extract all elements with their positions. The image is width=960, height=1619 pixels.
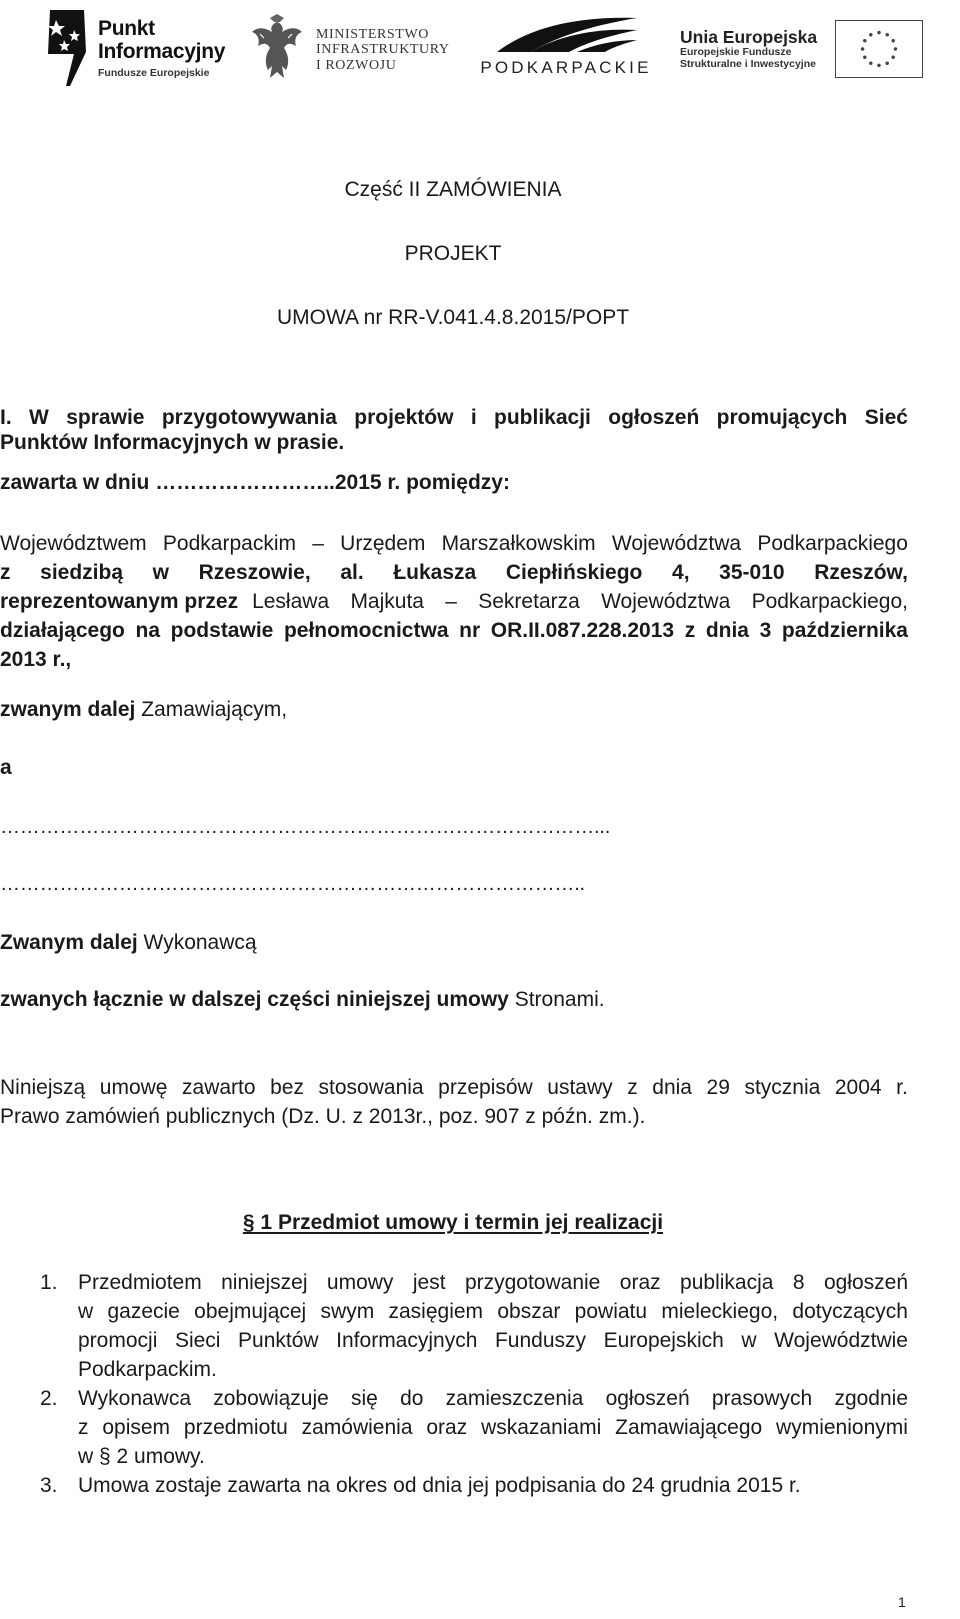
word: 4,: [672, 561, 690, 584]
legal-basis-line-1: [0, 1073, 908, 1102]
word: umowy: [326, 1271, 394, 1294]
word: w: [78, 1300, 94, 1323]
word: 35-010: [719, 561, 785, 584]
word: przepisów: [438, 1076, 533, 1099]
word: powiatu: [574, 1300, 648, 1323]
item3-number: 3.: [40, 1474, 58, 1497]
logo-bar: [0, 0, 960, 100]
item2-number: 2.: [40, 1387, 58, 1410]
eu-logo-line2: Strukturalne i Inwestycyjne: [680, 57, 816, 70]
concluded-line: [0, 468, 510, 497]
subject-line-2: Punktów Informacyjnych w prasie.: [0, 431, 345, 454]
word: swym: [320, 1300, 375, 1323]
eu-logo-line1: Europejskie Fundusze: [680, 46, 792, 59]
eu-logo-title: Unia Europejska: [680, 26, 818, 47]
item3-line-1-text: Umowa zostaje zawarta na okres od dnia jej podpisania do 24 grudnia 2015 r.: [78, 1474, 801, 1497]
punkt-logo-line2: Informacyjny: [98, 39, 226, 63]
eu-logo: [680, 18, 923, 80]
word: sprawie: [66, 406, 145, 429]
party1-called: [0, 695, 287, 724]
word: dnia: [705, 619, 749, 642]
concluded-between: pomiędzy:: [400, 471, 510, 494]
ministry-logo-line2: INFRASTRUKTURY: [316, 42, 450, 58]
party2-placeholder-2: ……………………………………………………………………………..: [0, 873, 585, 895]
word: nr: [459, 619, 481, 642]
word: Podkarpackim: [162, 532, 296, 555]
word: pełnomocnictwa: [283, 619, 449, 642]
word: Marszałkowskim: [441, 532, 596, 555]
word: al.: [340, 561, 364, 584]
eu-star-icon: [861, 47, 864, 50]
word: Majkuta: [350, 590, 424, 613]
word: dotyczących: [792, 1300, 908, 1323]
word: października: [781, 619, 908, 642]
word: stosowania: [318, 1076, 424, 1099]
eu-star-icon: [863, 55, 866, 58]
word: w: [152, 561, 169, 584]
word: ustawy: [547, 1076, 613, 1099]
word: zamieszczenia: [445, 1387, 584, 1410]
word: 3: [759, 619, 772, 642]
party2-called: [0, 928, 257, 957]
party1-line-5: 2013 r.,: [0, 648, 72, 671]
item1-line-4-text: Podkarpackim.: [78, 1358, 217, 1381]
word: Województwie: [774, 1329, 908, 1352]
word: promocji: [78, 1329, 158, 1352]
word: obszar: [497, 1300, 561, 1323]
word: wymienionymi: [776, 1416, 908, 1439]
item1-line-1: [78, 1268, 908, 1297]
item2-line-2: [78, 1413, 908, 1442]
eu-star-icon: [869, 33, 872, 36]
word: projektów: [354, 406, 454, 429]
word: Województwa: [611, 532, 742, 555]
word: prasowych: [711, 1387, 813, 1410]
word: na: [135, 619, 161, 642]
punkt-logo-line3: Fundusze Europejskie: [98, 66, 210, 79]
item3-line-1: [78, 1471, 908, 1500]
part-title: Część II ZAMÓWIENIA: [344, 178, 562, 201]
word: mieleckiego,: [661, 1300, 779, 1323]
word: Informacyjnych: [336, 1329, 478, 1352]
word: W: [29, 406, 49, 429]
word: I.: [0, 406, 12, 429]
word: opisem: [102, 1416, 171, 1439]
concluded-date: zawarta w dniu ……………………..2015 r.: [0, 471, 401, 494]
word: zasięgiem: [388, 1300, 484, 1323]
word: Województwa: [601, 590, 731, 613]
word: obejmującej: [194, 1300, 307, 1323]
section1-heading: § 1 Przedmiot umowy i termin jej realizacji: [242, 1211, 664, 1234]
word: Podkarpackiego,: [751, 590, 908, 613]
party2-placeholder-1: ………………………………………………………………………………...: [0, 816, 611, 838]
word: Punktów: [238, 1329, 319, 1352]
word: Województwem: [0, 532, 147, 555]
word: Sieci: [174, 1329, 221, 1352]
word: z: [627, 1076, 638, 1099]
project-label: PROJEKT: [404, 242, 502, 265]
eu-star-icon: [877, 64, 880, 67]
podkarpackie-logo: [476, 16, 656, 78]
word: zgodnie: [834, 1387, 908, 1410]
word: dnia: [652, 1076, 692, 1099]
eu-star-icon: [894, 47, 897, 50]
party1-line-3: [0, 587, 908, 616]
word: Rzeszowie,: [198, 561, 311, 584]
word: –: [445, 590, 457, 613]
word: Wykonawca: [78, 1387, 192, 1410]
word: ogłoszeń: [605, 1387, 690, 1410]
word: do: [400, 1387, 424, 1410]
eu-star-icon: [877, 31, 880, 34]
word: Podkarpackiego: [757, 532, 908, 555]
word: promujących: [716, 406, 848, 429]
eu-star-icon: [869, 61, 872, 64]
word: zawarto: [182, 1076, 256, 1099]
word: oraz: [619, 1271, 661, 1294]
word: przygotowywania: [161, 406, 337, 429]
word: z: [684, 619, 696, 642]
item1-line-4: [78, 1355, 908, 1384]
party1-represented-by: reprezentowanym przez: [0, 590, 239, 613]
eu-star-icon: [892, 55, 895, 58]
eu-star-icon: [886, 33, 889, 36]
word: jest: [412, 1271, 446, 1294]
word: 8: [792, 1271, 805, 1294]
word: niniejszej: [221, 1271, 308, 1294]
word: przedmiotu: [183, 1416, 288, 1439]
party1-line-3-rest: [252, 587, 908, 616]
item1-line-3: [78, 1326, 908, 1355]
eu-star-icon: [863, 39, 866, 42]
word: stycznia: [744, 1076, 821, 1099]
party1-called-label: zwanym dalej: [0, 698, 136, 721]
word: i: [470, 406, 477, 429]
word: się: [351, 1387, 378, 1410]
item2-line-1: [78, 1384, 908, 1413]
word: w: [741, 1329, 757, 1352]
parties-label: zwanych łącznie w dalszej części niniejszej umowy: [0, 988, 509, 1011]
word: Sekretarza: [478, 590, 580, 613]
word: Ciepłińskiego: [505, 561, 643, 584]
party1-called-name: Zamawiającym,: [135, 698, 288, 721]
word: –: [312, 532, 324, 555]
word: Rzeszów,: [814, 561, 908, 584]
contract-number: UMOWA nr RR-V.041.4.8.2015/POPT: [276, 306, 630, 329]
ministry-logo: [250, 14, 450, 86]
podkarpackie-mountains-icon: [491, 16, 641, 54]
party1-line-4: [0, 616, 908, 645]
word: 29: [706, 1076, 730, 1099]
party1-line-1: [0, 529, 908, 558]
word: ogłoszeń: [608, 406, 700, 429]
word: Urzędem: [340, 532, 426, 555]
word: siedzibą: [40, 561, 124, 584]
word: Sieć: [864, 406, 908, 429]
word: Przedmiotem: [78, 1271, 202, 1294]
eu-star-icon: [892, 39, 895, 42]
word: OR.II.087.228.2013: [490, 619, 675, 642]
polish-eagle-icon: [250, 14, 304, 86]
word: Łukasza: [393, 561, 477, 584]
item1-line-2: [78, 1297, 908, 1326]
item1-number: 1.: [40, 1271, 58, 1294]
ministry-logo-line1: MINISTERSTWO: [316, 27, 429, 43]
word: Funduszy: [494, 1329, 587, 1352]
word: oraz: [426, 1416, 468, 1439]
ministry-logo-line3: I ROZWOJU: [316, 57, 397, 73]
punkt-logo-line1: Punkt: [98, 16, 155, 40]
word: wskazaniami: [481, 1416, 602, 1439]
podkarpackie-logo-text: PODKARPACKIE: [480, 58, 652, 77]
word: Europejskich: [603, 1329, 724, 1352]
parties-name: Stronami.: [508, 988, 605, 1011]
item2-line-3-text: w § 2 umowy.: [78, 1445, 205, 1468]
punkt-informacyjny-mark-icon: [44, 8, 90, 88]
word: bez: [270, 1076, 304, 1099]
word: publikacji: [494, 406, 591, 429]
word: 2004: [834, 1076, 882, 1099]
page-number: 1: [898, 1594, 906, 1610]
eu-star-icon: [886, 61, 889, 64]
punkt-informacyjny-logo: [44, 6, 225, 90]
word: r.: [896, 1076, 908, 1099]
word: Niniejszą: [0, 1076, 86, 1099]
word: zamówienia: [301, 1416, 413, 1439]
parties-line: [0, 985, 605, 1014]
word: działającego: [0, 619, 125, 642]
party1-line-2: [0, 558, 908, 587]
party2-called-name: Wykonawcą: [137, 931, 257, 954]
word: podstawie: [170, 619, 274, 642]
item2-line-3: [78, 1442, 908, 1471]
word: umowę: [99, 1076, 168, 1099]
word: z: [0, 561, 11, 584]
word: Zamawiającego: [615, 1416, 763, 1439]
word: zobowiązuje: [213, 1387, 329, 1410]
conjunction-a: a: [0, 756, 12, 779]
eu-flag-icon: [835, 20, 923, 78]
word: przygotowanie: [464, 1271, 601, 1294]
word: z: [78, 1416, 89, 1439]
party2-called-label: Zwanym dalej: [0, 931, 138, 954]
word: gazecie: [107, 1300, 180, 1323]
word: Lesława: [252, 590, 330, 613]
word: ogłoszeń: [823, 1271, 908, 1294]
word: publikacja: [680, 1271, 774, 1294]
legal-basis-line-2: Prawo zamówień publicznych (Dz. U. z 2013r., poz. 907 z późn. zm.).: [0, 1105, 646, 1128]
